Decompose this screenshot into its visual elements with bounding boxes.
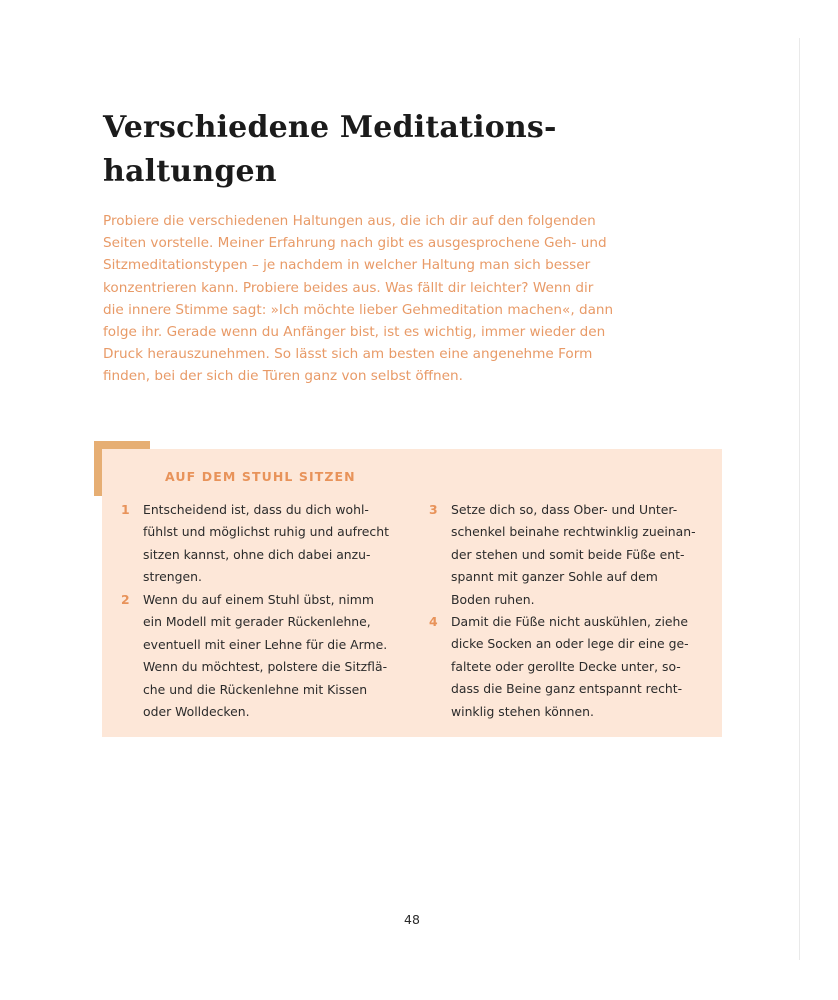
item-number: 3: [429, 502, 438, 517]
info-box-title: AUF DEM STUHL SITZEN: [165, 469, 356, 484]
item-line: strengen.: [143, 569, 202, 585]
item-line: sitzen kannst, ohne dich dabei anzu-: [143, 546, 371, 562]
list-item: [121, 499, 389, 589]
item-line: Entscheidend ist, dass du dich wohl-: [143, 502, 369, 517]
item-line: eventuell mit einer Lehne für die Arme.: [143, 636, 388, 652]
list-item: [429, 611, 689, 723]
item-line: Setze dich so, dass Ober- und Unter-: [451, 502, 678, 517]
item-line: schenkel beinahe rechtwinklig zueinan-: [451, 524, 696, 540]
intro-line: folge ihr. Gerade wenn du Anfänger bist, ist es wichtig, immer wieder den: [103, 324, 606, 341]
intro-line: Druck herauszunehmen. So lässt sich am besten eine angenehme Form: [103, 346, 593, 363]
intro-line: Seiten vorstelle. Meiner Erfahrung nach gibt es ausgesprochene Geh- und: [103, 235, 607, 252]
intro-paragraph: [103, 210, 663, 388]
item-line: ein Modell mit gerader Rückenlehne,: [143, 614, 371, 630]
page-title-line: haltungen: [103, 154, 277, 189]
intro-line: die innere Stimme sagt: »Ich möchte lieber Gehmeditation machen«, dann: [103, 301, 614, 318]
item-number: 1: [121, 502, 130, 517]
item-line: der stehen und somit beide Füße ent-: [451, 546, 685, 562]
item-line: Damit die Füße nicht auskühlen, ziehe: [451, 614, 688, 629]
page-title: [103, 106, 557, 194]
page-title-line: Verschiedene Meditations-: [103, 110, 557, 145]
intro-line: Sitzmeditationstypen – je nachdem in welcher Haltung man sich besser: [103, 257, 591, 274]
intro-line: Probiere die verschiedenen Haltungen aus, die ich dir auf den folgenden: [103, 213, 596, 229]
item-line: faltete oder gerollte Decke unter, so-: [451, 658, 681, 674]
list-item: [429, 499, 696, 611]
item-line: winklig stehen können.: [451, 703, 594, 719]
corner-bracket-left: [94, 441, 102, 496]
item-line: oder Wolldecken.: [143, 704, 250, 720]
item-number: 2: [121, 592, 130, 607]
item-line: fühlst und möglichst ruhig und aufrecht: [143, 524, 389, 540]
item-line: dicke Socken an oder lege dir eine ge-: [451, 636, 689, 652]
item-line: Wenn du auf einem Stuhl übst, nimm: [143, 592, 374, 607]
intro-line: konzentrieren kann. Probiere beides aus. Was fällt dir leichter? Wenn dir: [103, 279, 594, 296]
item-number: 4: [429, 614, 438, 629]
item-line: Boden ruhen.: [451, 591, 535, 607]
list-item: [121, 589, 388, 723]
page-edge-divider: [799, 38, 800, 960]
item-line: Wenn du möchtest, polstere die Sitzflä-: [143, 659, 388, 675]
intro-line: finden, bei der sich die Türen ganz von selbst öffnen.: [103, 368, 463, 385]
corner-bracket-top: [94, 441, 150, 449]
page-number: 48: [404, 912, 420, 927]
item-line: dass die Beine ganz entspannt recht-: [451, 681, 683, 697]
item-line: che und die Rückenlehne mit Kissen: [143, 681, 368, 697]
item-line: spannt mit ganzer Sohle auf dem: [451, 569, 658, 585]
